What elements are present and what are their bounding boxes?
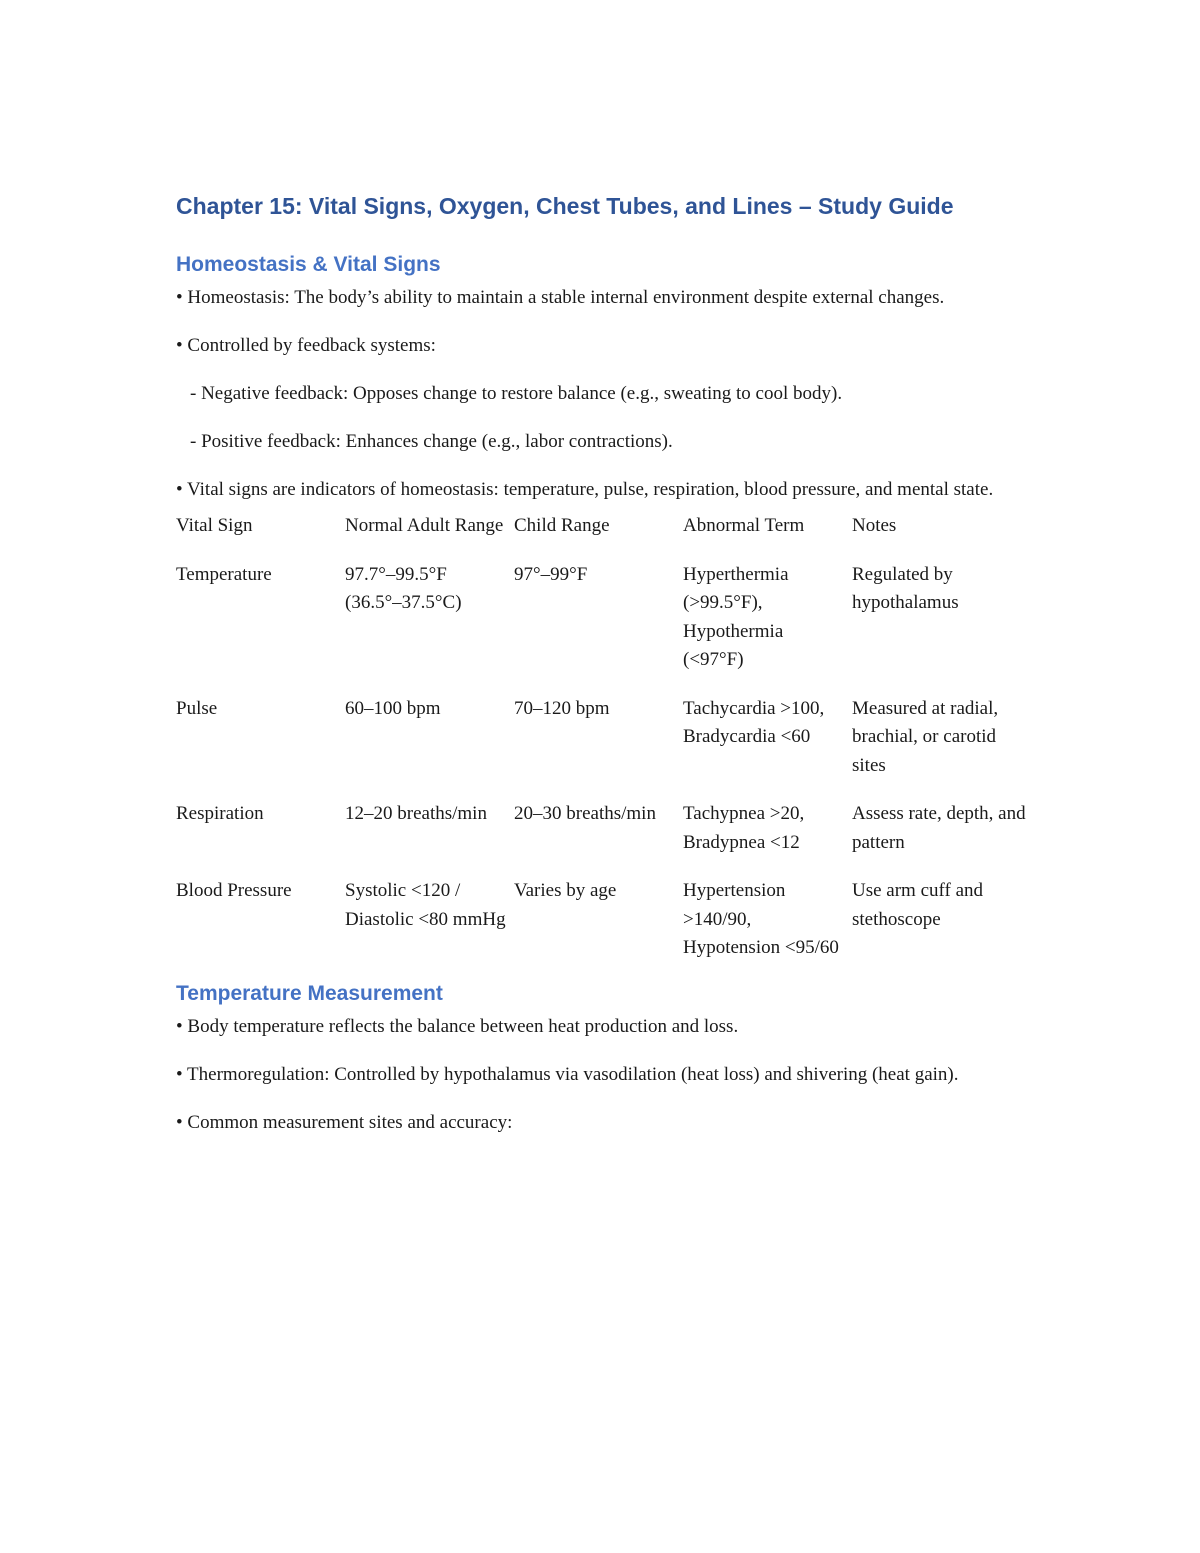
table-cell: Varies by age <box>514 880 617 901</box>
bullet-measurement-sites: • Common measurement sites and accuracy: <box>176 1111 513 1133</box>
table-cell: Tachycardia >100, Bradycardia <60 <box>683 697 825 747</box>
document-title: Chapter 15: Vital Signs, Oxygen, Chest Tubes, and Lines – Study Guide <box>176 193 954 219</box>
table-cell: 20–30 breaths/min <box>514 803 656 824</box>
table-header-cell: Normal Adult Range <box>345 515 504 536</box>
table-cell: Measured at radial, brachial, or carotid sites <box>852 697 999 776</box>
bullet-homeostasis-definition: • Homeostasis: The body’s ability to maintain a stable internal environment despite external changes. <box>176 287 945 308</box>
table-row <box>176 877 1036 977</box>
table-cell: Temperature <box>176 563 272 585</box>
table-header-cell: Child Range <box>514 515 610 536</box>
table-cell: 70–120 bpm <box>514 697 610 719</box>
bullet-feedback-systems: • Controlled by feedback systems: <box>176 335 436 356</box>
bullet-thermoregulation: • Thermoregulation: Controlled by hypothalamus via vasodilation (heat loss) and shivering (heat gain). <box>176 1063 959 1085</box>
table-row <box>176 800 1036 877</box>
sub-bullet-negative-feedback: - Negative feedback: Opposes change to restore balance (e.g., sweating to cool body). <box>190 383 843 404</box>
table-cell: Respiration <box>176 803 264 824</box>
table-cell: Hyperthermia (>99.5°F), Hypothermia (<97°F) <box>683 563 789 670</box>
table-row <box>176 561 1036 695</box>
table-cell: Blood Pressure <box>176 880 292 901</box>
bullet-body-temperature: • Body temperature reflects the balance between heat production and loss. <box>176 1015 739 1037</box>
table-cell: Assess rate, depth, and pattern <box>852 803 1026 853</box>
table-cell: Hypertension >140/90, Hypotension <95/60 <box>683 880 839 958</box>
table-header-cell: Vital Sign <box>176 515 253 536</box>
table-row <box>176 695 1036 801</box>
bullet-vital-signs-indicators: • Vital signs are indicators of homeostasis: temperature, pulse, respiration, blood pressure, and mental state. <box>176 479 994 500</box>
table-header-cell: Notes <box>852 515 897 536</box>
table-cell: 12–20 breaths/min <box>345 803 487 824</box>
table-header-cell: Abnormal Term <box>683 515 805 536</box>
vital-signs-table <box>176 512 1036 977</box>
document-page <box>176 188 1036 1157</box>
section-heading-homeostasis: Homeostasis & Vital Signs <box>176 253 441 276</box>
table-cell: Use arm cuff and stethoscope <box>852 880 984 930</box>
table-header-row <box>176 512 1036 561</box>
table-cell: 97°–99°F <box>514 563 588 585</box>
table-cell: Systolic <120 / Diastolic <80 mmHg <box>345 880 506 930</box>
table-cell: 97.7°–99.5°F (36.5°–37.5°C) <box>345 563 462 613</box>
table-cell: Pulse <box>176 697 218 719</box>
sub-bullet-positive-feedback: - Positive feedback: Enhances change (e.g., labor contractions). <box>190 431 673 452</box>
table-cell: Tachypnea >20, Bradypnea <12 <box>683 803 805 853</box>
table-cell: 60–100 bpm <box>345 697 441 719</box>
section-heading-temperature-measurement: Temperature Measurement <box>176 981 443 1005</box>
table-cell: Regulated by hypothalamus <box>852 563 959 613</box>
